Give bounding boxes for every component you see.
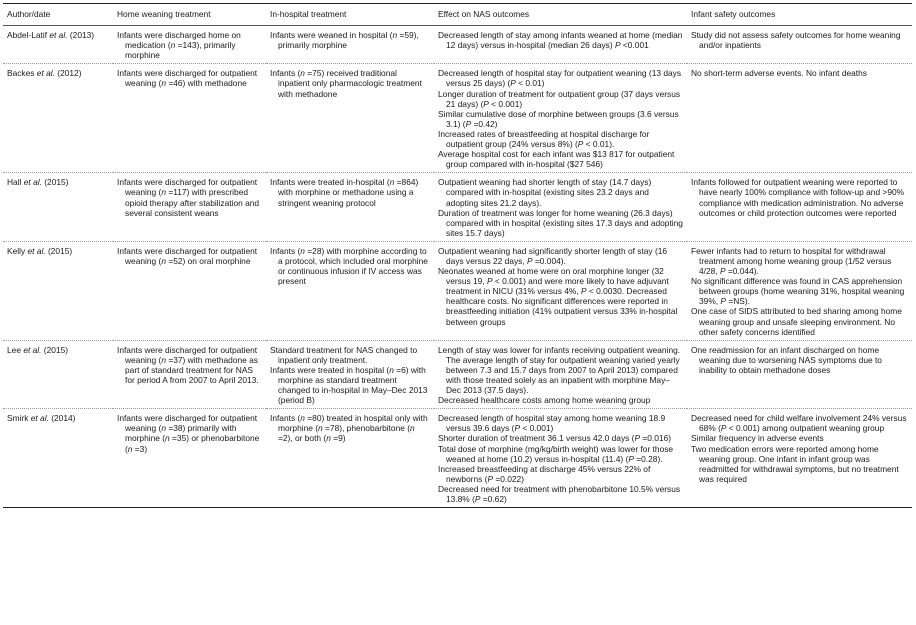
- author-date-cell: [3, 340, 113, 409]
- safety-outcomes-cell: [687, 173, 912, 242]
- author-date-cell: [3, 26, 113, 64]
- in-hospital-cell: [266, 241, 434, 340]
- cell-paragraph: Decreased length of stay among infants weaned at home (median 12 days) versus in-hospital (median 26 days) P <0.001: [438, 30, 683, 51]
- nas-outpatient-weaning-table: [3, 3, 912, 508]
- home-weaning-cell: [113, 64, 266, 173]
- author-date-cell: [3, 173, 113, 242]
- cell-paragraph: No short-term adverse events. No infant deaths: [691, 68, 867, 79]
- table-row: [3, 409, 912, 508]
- cell-paragraph: Neonates weaned at home were on oral morphine longer (32 versus 19, P < 0.001) and were more likely to have adjuvant treatment in NICU (31% versus 4%, P < 0.0030. Decreased healthcare costs. No significant differences were reported in breastfeeding initiation (41% outpatient versus 33% in-hospital between groups: [438, 266, 678, 327]
- in-hospital-cell: [266, 26, 434, 64]
- cell-paragraph: Decreased length of hospital stay for outpatient weaning (13 days versus 25 days) (P < 0.01): [438, 68, 682, 89]
- cell-paragraph: Standard treatment for NAS changed to inpatient only treatment.: [270, 344, 418, 365]
- column-header-infant-safety-outcomes: Infant safety outcomes: [687, 4, 912, 26]
- cell-paragraph: Infants (n =80) treated in hospital only with morphine (n =78), phenobarbitone (n =2), or both (n =9): [270, 413, 428, 444]
- cell-paragraph: One readmission for an infant discharged on home weaning due to worsening NAS symptoms due to inability to obtain methadone doses: [691, 344, 882, 375]
- table-row: [3, 241, 912, 340]
- cell-paragraph: Study did not assess safety outcomes for home weaning and/or inpatients: [691, 30, 901, 51]
- table-row: [3, 340, 912, 409]
- nas-outcomes-cell: [434, 26, 687, 64]
- home-weaning-cell: [113, 173, 266, 242]
- cell-paragraph: Increased rates of breastfeeding at hospital discharge for outpatient group (24% versus 8%) (P < 0.01).: [438, 128, 650, 150]
- in-hospital-cell: [266, 64, 434, 173]
- in-hospital-cell: [266, 173, 434, 242]
- cell-paragraph: Backes et al. (2012): [7, 68, 82, 79]
- table-body: [3, 26, 912, 508]
- cell-paragraph: Decreased need for child welfare involvement 24% versus 68% (P < 0.001) among outpatient weaning group: [691, 413, 907, 434]
- cell-paragraph: Shorter duration of treatment 36.1 versus 42.0 days (P =0.016): [438, 433, 672, 444]
- author-date-cell: [3, 64, 113, 173]
- in-hospital-cell: [266, 340, 434, 409]
- cell-paragraph: Two medication errors were reported among home weaning group. One infant in infant group was readmitted for withdrawal symptoms, but no treatment was required: [691, 443, 899, 484]
- cell-paragraph: Infants were treated in hospital (n =6) with morphine as standard treatment changed to in-hospital in May–Dec 2013 (period B): [270, 364, 428, 406]
- table-row: [3, 173, 912, 242]
- home-weaning-cell: [113, 241, 266, 340]
- cell-paragraph: No significant difference was found in CAS apprehension between groups (home weaning 31%, hospital weaning 39%, P =NS).: [691, 276, 905, 307]
- cell-paragraph: Decreased healthcare costs among home weaning group: [438, 395, 651, 406]
- cell-paragraph: Longer duration of treatment for outpatient group (37 days versus 21 days) (P < 0.001): [438, 88, 681, 109]
- cell-paragraph: One case of SIDS attributed to bed sharing among home weaning group and unsafe sleeping environment. No other safety concerns identified: [691, 306, 902, 337]
- cell-paragraph: Infants were discharged for outpatient weaning (n =46) with methadone: [117, 68, 258, 89]
- cell-paragraph: Infants were discharged home on medication (n =143), primarily morphine: [117, 30, 241, 61]
- cell-paragraph: Infants were discharged for outpatient weaning (n =52) on oral morphine: [117, 245, 258, 266]
- cell-paragraph: Infants followed for outpatient weaning were reported to have nearly 100% compliance with follow-up and >90% compliance with medication administration. No adverse outcomes or child protection outcomes were reported: [691, 177, 905, 218]
- safety-outcomes-cell: [687, 409, 912, 508]
- column-header-effect-on-nas-outcomes: Effect on NAS outcomes: [434, 4, 687, 26]
- cell-paragraph: Average hospital cost for each infant was $13 817 for outpatient group compared with in-hospital ($27 546): [438, 149, 675, 170]
- cell-paragraph: Similar cumulative dose of morphine between groups (3.6 versus 3.1) (P =0.42): [438, 108, 679, 129]
- table-row: [3, 26, 912, 64]
- safety-outcomes-cell: [687, 241, 912, 340]
- home-weaning-cell: [113, 340, 266, 409]
- cell-paragraph: Lee et al. (2015): [7, 344, 69, 355]
- nas-outcomes-cell: [434, 64, 687, 173]
- home-weaning-cell: [113, 26, 266, 64]
- cell-paragraph: Increased breastfeeding at discharge 45% versus 22% of newborns (P =0.022): [438, 463, 651, 484]
- nas-outcomes-cell: [434, 241, 687, 340]
- cell-paragraph: Infants were treated in-hospital (n =864) with morphine or methadone using a stringent weaning protocol: [270, 177, 419, 208]
- safety-outcomes-cell: [687, 64, 912, 173]
- cell-paragraph: Outpatient weaning had significantly shorter length of stay (16 days versus 22 days, P =0.004).: [438, 245, 668, 266]
- nas-outcomes-cell: [434, 409, 687, 508]
- safety-outcomes-cell: [687, 340, 912, 409]
- cell-paragraph: Infants were discharged for outpatient weaning (n =38) primarily with morphine (n =35) or phenobarbitone (n =3): [117, 413, 260, 454]
- cell-paragraph: Decreased length of hospital stay among home weaning 18.9 versus 39.6 days (P < 0.001): [438, 413, 666, 434]
- column-header-home-weaning-treatment: Home weaning treatment: [113, 4, 266, 26]
- cell-paragraph: Infants were discharged for outpatient weaning (n =37) with methadone as part of standard treatment for NAS for period A from 2007 to April 2013.: [117, 344, 259, 385]
- cell-paragraph: Fewer infants had to return to hospital for withdrawal treatment among home weaning group (1/52 versus 4/28, P =0.044).: [691, 245, 892, 277]
- author-date-cell: [3, 241, 113, 340]
- cell-paragraph: Length of stay was lower for infants receiving outpatient weaning. The average length of stay for outpatient weaning varied yearly between 7.3 and 15.7 days from 2007 to April 2013) compared with those treated solely as an inpatient with morphine May–Dec 2013 (37.5 days).: [438, 344, 681, 396]
- nas-outcomes-cell: [434, 173, 687, 242]
- cell-paragraph: Kelly et al. (2015): [7, 245, 73, 256]
- cell-paragraph: Infants (n =75) received traditional inpatient only pharmacologic treatment with methadone: [270, 68, 422, 99]
- cell-paragraph: Outpatient weaning had shorter length of stay (14.7 days) compared with in-hospital (existing sites 23.2 days and adopting sites 21.2 days).: [438, 177, 652, 208]
- table-row: [3, 64, 912, 173]
- column-header-in-hospital-treatment: In-hospital treatment: [266, 4, 434, 26]
- author-date-cell: [3, 409, 113, 508]
- cell-paragraph: Total dose of morphine (mg/kg/birth weight) was lower for those weaned at home (10.2) versus in-hospital (11.4) (P =0.28).: [438, 443, 674, 464]
- cell-paragraph: Infants were weaned in hospital (n =59), primarily morphine: [270, 30, 419, 51]
- cell-paragraph: Decreased need for treatment with phenobarbitone 10.5% versus 13.8% (P =0.62): [438, 483, 681, 505]
- cell-paragraph: Abdel-Latif et al. (2013): [7, 30, 95, 41]
- in-hospital-cell: [266, 409, 434, 508]
- cell-paragraph: Duration of treatment was longer for home weaning (26.3 days) compared with in hospital (existing sites 17.3 days and adopting sites 15.7 days): [438, 207, 683, 238]
- home-weaning-cell: [113, 409, 266, 508]
- cell-paragraph: Infants were discharged for outpatient weaning (n =117) with prescribed opioid therapy after stabilization and several consistent weans: [117, 177, 260, 218]
- cell-paragraph: Similar frequency in adverse events: [691, 433, 824, 444]
- header-row: [3, 4, 912, 26]
- column-header-author-date: Author/date: [3, 4, 113, 26]
- nas-outcomes-cell: [434, 340, 687, 409]
- cell-paragraph: Smirk et al. (2014): [7, 413, 76, 424]
- cell-paragraph: Hall et al. (2015): [7, 177, 69, 188]
- safety-outcomes-cell: [687, 26, 912, 64]
- cell-paragraph: Infants (n =28) with morphine according to a protocol, which included oral morphine or continuous infusion if IV access was present: [270, 245, 428, 287]
